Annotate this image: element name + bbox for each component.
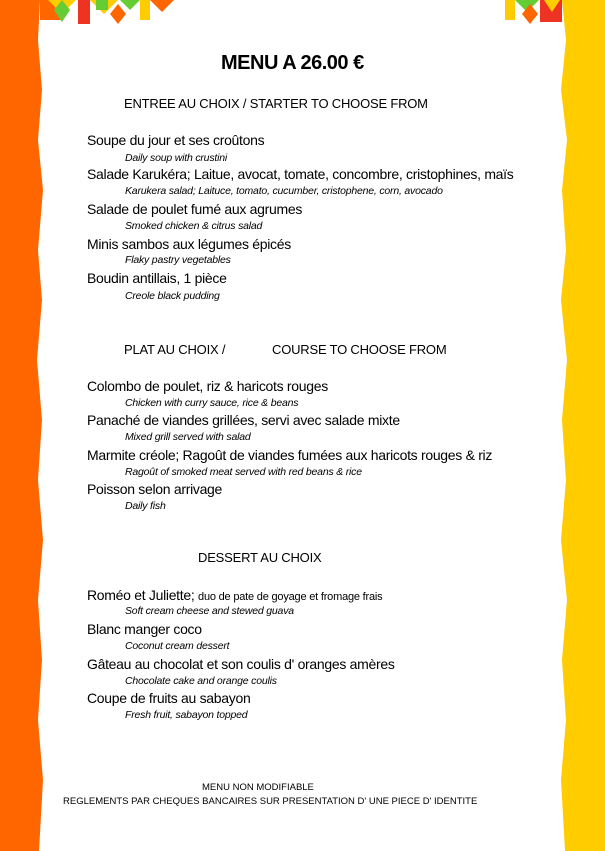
entree-item-1-translation: Daily soup with crustini bbox=[125, 152, 227, 164]
plat-item-2: Panaché de viandes grillées, servi avec salade mixte bbox=[87, 412, 400, 428]
plat-heading-en: COURSE TO CHOOSE FROM bbox=[272, 342, 447, 357]
dessert-item-4-translation: Fresh fruit, sabayon topped bbox=[125, 709, 248, 721]
plat-item-3-translation: Ragoût of smoked meat served with red beans & rice bbox=[125, 466, 362, 478]
plat-item-2-translation: Mixed grill served with salad bbox=[125, 431, 251, 443]
plat-heading-fr: PLAT AU CHOIX / bbox=[124, 342, 226, 357]
dessert-item-1-name: Roméo et Juliette; bbox=[87, 587, 195, 603]
dessert-item-2: Blanc manger coco bbox=[87, 621, 202, 637]
dessert-item-1 bbox=[87, 587, 382, 603]
entree-item-1: Soupe du jour et ses croûtons bbox=[87, 132, 265, 148]
dessert-item-3-translation: Chocolate cake and orange coulis bbox=[125, 675, 277, 687]
entree-item-4: Minis sambos aux légumes épicés bbox=[87, 236, 291, 252]
dessert-heading: DESSERT AU CHOIX bbox=[198, 550, 322, 565]
left-orange-band bbox=[0, 0, 43, 851]
plat-item-4-translation: Daily fish bbox=[125, 500, 166, 512]
footer-line-1: MENU NON MODIFIABLE bbox=[202, 782, 314, 793]
dessert-item-1-translation: Soft cream cheese and stewed guava bbox=[125, 605, 294, 617]
plat-item-1-translation: Chicken with curry sauce, rice & beans bbox=[125, 397, 299, 409]
dessert-item-3: Gâteau au chocolat et son coulis d' oranges amères bbox=[87, 656, 395, 672]
entree-item-5: Boudin antillais, 1 pièce bbox=[87, 270, 227, 286]
plat-item-1: Colombo de poulet, riz & haricots rouges bbox=[87, 378, 328, 394]
entree-item-5-translation: Creole black pudding bbox=[125, 290, 220, 302]
entree-heading: ENTREE AU CHOIX / STARTER TO CHOOSE FROM bbox=[124, 96, 428, 111]
entree-item-2: Salade Karukéra; Laitue, avocat, tomate, concombre, cristophines, maïs bbox=[87, 166, 514, 182]
entree-item-3: Salade de poulet fumé aux agrumes bbox=[87, 201, 303, 217]
right-yellow-band bbox=[561, 0, 605, 851]
dessert-item-4: Coupe de fruits au sabayon bbox=[87, 690, 251, 706]
entree-item-3-translation: Smoked chicken & citrus salad bbox=[125, 220, 263, 232]
footer-line-2: REGLEMENTS PAR CHEQUES BANCAIRES SUR PRESENTATION D' UNE PIECE D' IDENTITE bbox=[63, 796, 478, 807]
plat-item-4: Poisson selon arrivage bbox=[87, 481, 223, 497]
plat-item-3: Marmite créole; Ragoût de viandes fumées aux haricots rouges & riz bbox=[87, 447, 493, 463]
dessert-item-2-translation: Coconut cream dessert bbox=[125, 640, 230, 652]
entree-item-4-translation: Flaky pastry vegetables bbox=[125, 254, 231, 266]
entree-item-2-translation: Karukera salad; Laituce, tomato, cucumber, cristophene, corn, avocado bbox=[125, 185, 443, 197]
dessert-item-1-detail: duo de pate de goyage et fromage frais bbox=[198, 591, 383, 603]
menu-title: MENU A 26.00 € bbox=[221, 52, 364, 74]
top-pattern bbox=[40, 0, 562, 24]
